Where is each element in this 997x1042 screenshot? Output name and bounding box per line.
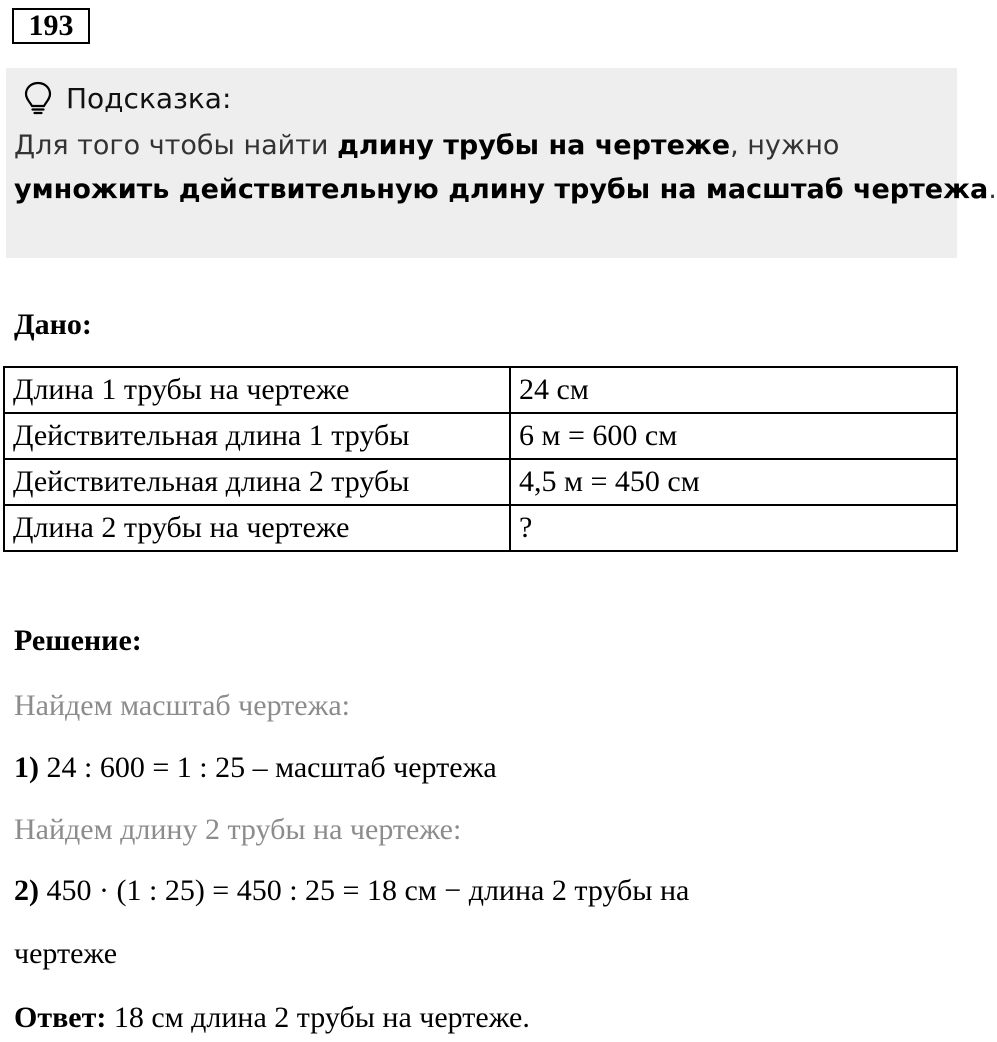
given-label: Длина 1 трубы на чертеже — [4, 367, 510, 413]
answer — [14, 1001, 530, 1035]
hint-line-1-plain: Для того чтобы найти — [14, 130, 338, 161]
step-1-intro: Найдем масштаб чертежа: — [14, 689, 350, 722]
hint-title — [20, 80, 231, 116]
answer-label: Ответ: — [14, 1001, 107, 1034]
given-table — [3, 366, 958, 552]
hint-title-label: Подсказка: — [66, 81, 232, 115]
given-label: Действительная длина 1 трубы — [4, 413, 510, 459]
table-row — [4, 459, 957, 505]
problem-number: 193 — [12, 8, 90, 44]
given-heading: Дано: — [14, 308, 92, 341]
answer-text: 18 см длина 2 трубы на чертеже. — [106, 1001, 530, 1034]
table-row — [4, 367, 957, 413]
given-value: 4,5 м = 450 см — [510, 459, 957, 505]
step-1 — [14, 751, 497, 785]
hint-box — [6, 68, 997, 258]
step-1-text: 24 : 600 = 1 : 25 – масштаб чертежа — [39, 751, 497, 784]
solution-heading: Решение: — [14, 624, 142, 657]
hint-line-2 — [14, 174, 997, 205]
step-2-text: 450 · (1 : 25) = 450 : 25 = 18 см − длина 2 трубы на — [39, 874, 690, 907]
table-row — [4, 505, 957, 551]
given-value: 24 см — [510, 367, 957, 413]
given-value: 6 м = 600 см — [510, 413, 957, 459]
given-value: ? — [510, 505, 957, 551]
hint-line-1-tail: , нужно — [730, 130, 840, 161]
hint-line-1 — [14, 130, 839, 161]
step-2-intro: Найдем длину 2 трубы на чертеже: — [14, 813, 462, 846]
hint-line-2-bold: умножить действительную длину трубы на масштаб чертежа — [14, 174, 989, 205]
hint-line-1-bold: длину трубы на чертеже — [337, 130, 731, 161]
given-label: Длина 2 трубы на чертеже — [4, 505, 510, 551]
table-row — [4, 413, 957, 459]
given-label: Действительная длина 2 трубы — [4, 459, 510, 505]
step-1-number: 1) — [14, 751, 39, 784]
step-2-continuation: чертеже — [14, 937, 118, 970]
hint-line-2-tail: . — [988, 174, 997, 205]
lightbulb-icon — [20, 80, 56, 116]
step-2 — [14, 874, 689, 908]
step-2-number: 2) — [14, 874, 39, 907]
